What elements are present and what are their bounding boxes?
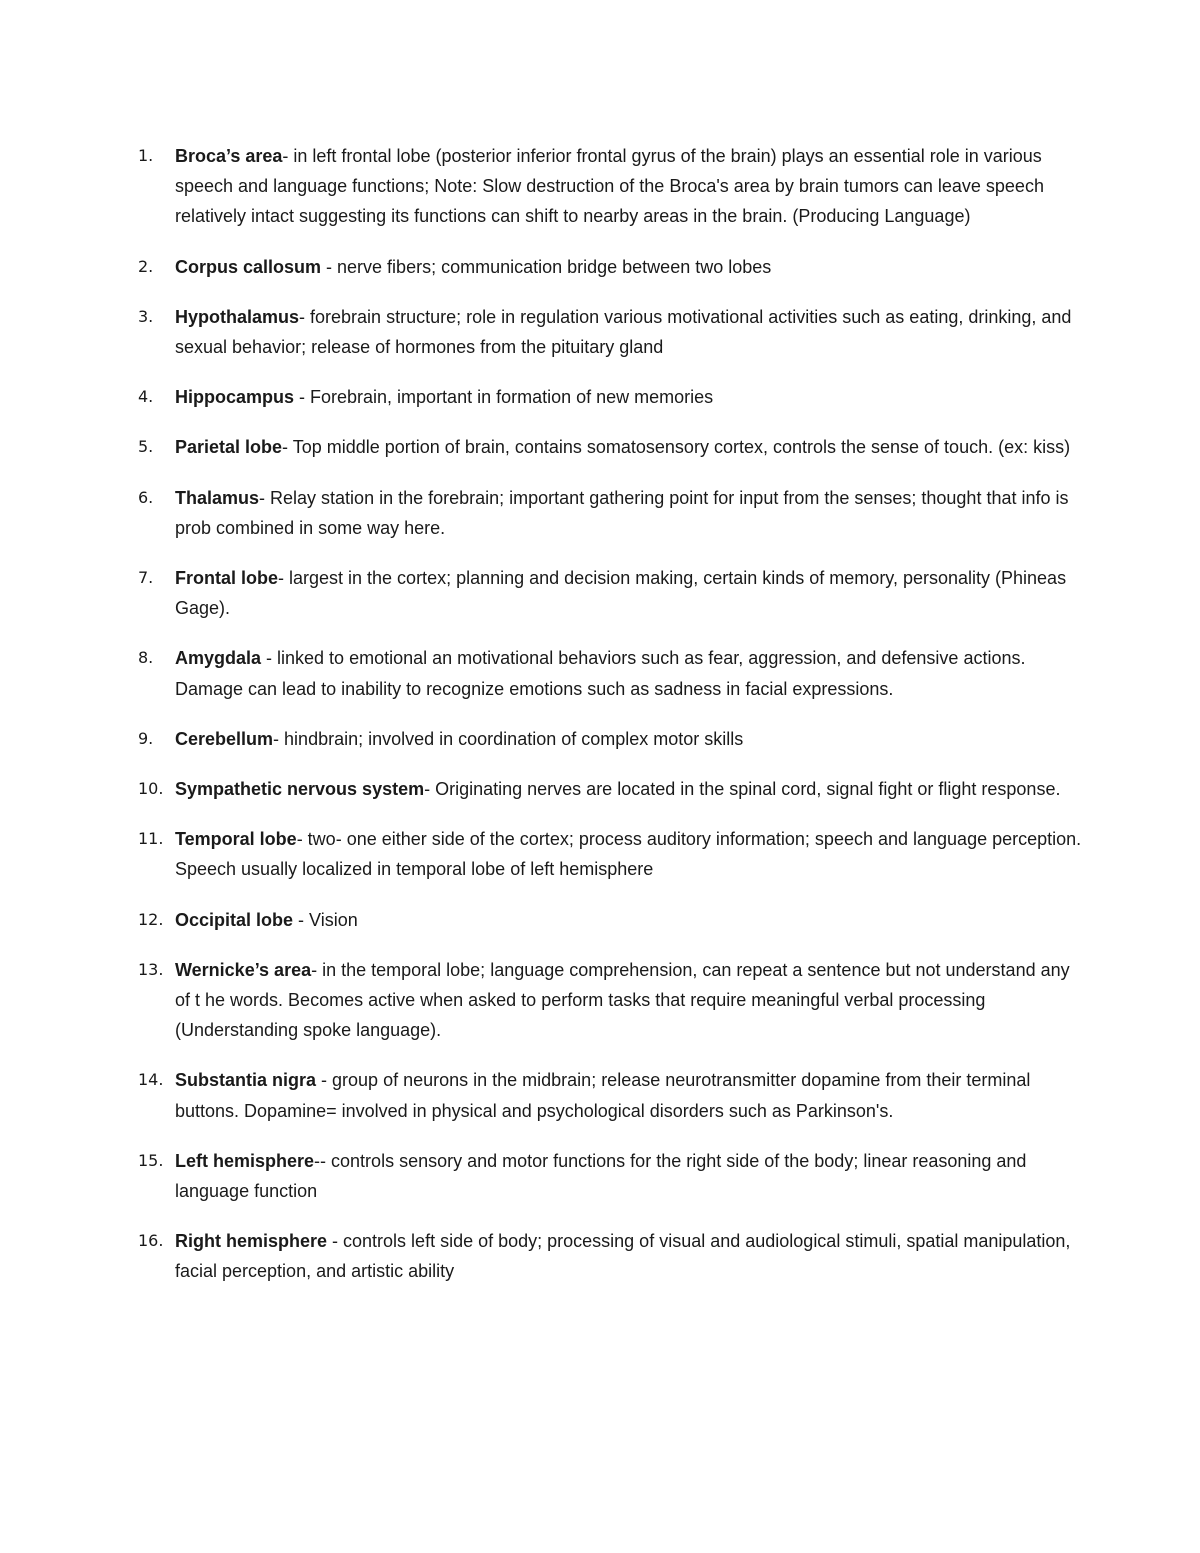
item-term: Wernicke’s area — [175, 959, 312, 980]
item-number: 8. — [138, 648, 154, 668]
item-number: 15. — [138, 1150, 164, 1170]
item-definition: - Top middle portion of brain, contains somatosensory cortex, controls the sense of touch. (ex: kiss) — [282, 437, 1071, 458]
item-definition: - Vision — [293, 909, 358, 930]
item-term: Left hemisphere — [175, 1150, 315, 1171]
item-number: 4. — [138, 387, 154, 407]
item-definition: - Originating nerves are located in the spinal cord, signal fight or flight response. — [424, 779, 1061, 800]
item-definition: - hindbrain; involved in coordination of complex motor skills — [273, 728, 744, 749]
item-definition: - nerve fibers; communication bridge between two lobes — [321, 256, 772, 277]
list-item — [138, 1226, 1083, 1286]
list-item — [138, 252, 1083, 282]
item-number: 6. — [138, 487, 154, 507]
item-definition: - two- one either side of the cortex; process auditory information; speech and language perception. Speech usually localized in temporal lobe of left hemisphere — [175, 829, 1082, 880]
item-number: 16. — [138, 1231, 164, 1251]
item-number: 14. — [138, 1070, 164, 1090]
item-term: Substantia nigra — [175, 1070, 317, 1091]
item-number: 3. — [138, 306, 154, 326]
item-number: 7. — [138, 568, 154, 588]
item-term: Hypothalamus — [175, 306, 300, 327]
list-item — [138, 824, 1083, 884]
list-item — [138, 643, 1083, 703]
item-definition: - group of neurons in the midbrain; release neurotransmitter dopamine from their terminal buttons. Dopamine= involved in physical and psychological disorders such as Parkinson's. — [175, 1070, 1031, 1121]
list-item — [138, 141, 1083, 232]
item-definition: - Relay station in the forebrain; important gathering point for input from the senses; thought that info is prob combined in some way here. — [175, 487, 1069, 538]
list-item — [138, 1146, 1083, 1206]
list-item — [138, 955, 1083, 1046]
item-term: Frontal lobe — [175, 568, 278, 589]
item-term: Right hemisphere — [175, 1231, 328, 1252]
item-term: Parietal lobe — [175, 437, 283, 458]
item-number: 11. — [138, 829, 164, 849]
item-definition: - controls left side of body; processing of visual and audiological stimuli, spatial manipulation, facial perception, and artistic ability — [175, 1231, 1071, 1282]
item-definition: - in the temporal lobe; language comprehension, can repeat a sentence but not understand any of t he words. Becomes active when asked to perform tasks that require meaningful verbal processing (Understanding spoke language). — [175, 959, 1070, 1041]
item-definition: -- controls sensory and motor functions for the right side of the body; linear reasoning and language function — [175, 1150, 1027, 1202]
item-term: Cerebellum — [175, 728, 274, 749]
item-definition: - linked to emotional an motivational behaviors such as fear, aggression, and defensive actions. Damage can lead to inability to recognize emotions such as sadness in facial expressions. — [175, 648, 1026, 699]
item-term: Occipital lobe — [175, 909, 294, 930]
list-item — [138, 774, 1083, 804]
item-number: 1. — [138, 146, 154, 165]
item-number: 5. — [138, 437, 154, 457]
item-number: 10. — [138, 779, 164, 799]
item-number: 2. — [138, 256, 154, 276]
list-item — [138, 724, 1083, 754]
item-definition: - forebrain structure; role in regulation various motivational activities such as eating, drinking, and sexual behavior; release of hormones from the pituitary gland — [175, 306, 1072, 358]
item-term: Hippocampus — [175, 387, 295, 408]
list-item — [138, 483, 1083, 543]
item-number: 12. — [138, 909, 164, 929]
list-item — [138, 905, 1083, 935]
item-number: 13. — [138, 959, 164, 979]
list-item — [138, 432, 1083, 462]
item-definition: - in left frontal lobe (posterior inferior frontal gyrus of the brain) plays an essential role in various speech and language functions; Note: Slow destruction of the Broca's area by brain tumors can leave speech relatively intact suggesting its functions can shift to nearby areas in the brain. (Producing Language) — [175, 146, 1044, 227]
item-number: 9. — [138, 728, 154, 748]
item-term: Corpus callosum — [175, 256, 322, 277]
list-item — [138, 302, 1083, 362]
item-definition: - largest in the cortex; planning and decision making, certain kinds of memory, personality (Phineas Gage). — [175, 568, 1067, 619]
terms-list — [138, 141, 1083, 1307]
item-term: Thalamus — [175, 487, 260, 508]
item-term: Amygdala — [175, 648, 262, 669]
item-term: Sympathetic nervous system — [175, 779, 425, 800]
item-term: Broca’s area — [175, 146, 283, 166]
item-term: Temporal lobe — [175, 829, 297, 850]
list-item — [138, 1065, 1083, 1125]
list-item — [138, 382, 1083, 412]
item-definition: - Forebrain, important in formation of new memories — [294, 387, 714, 408]
list-item — [138, 563, 1083, 623]
